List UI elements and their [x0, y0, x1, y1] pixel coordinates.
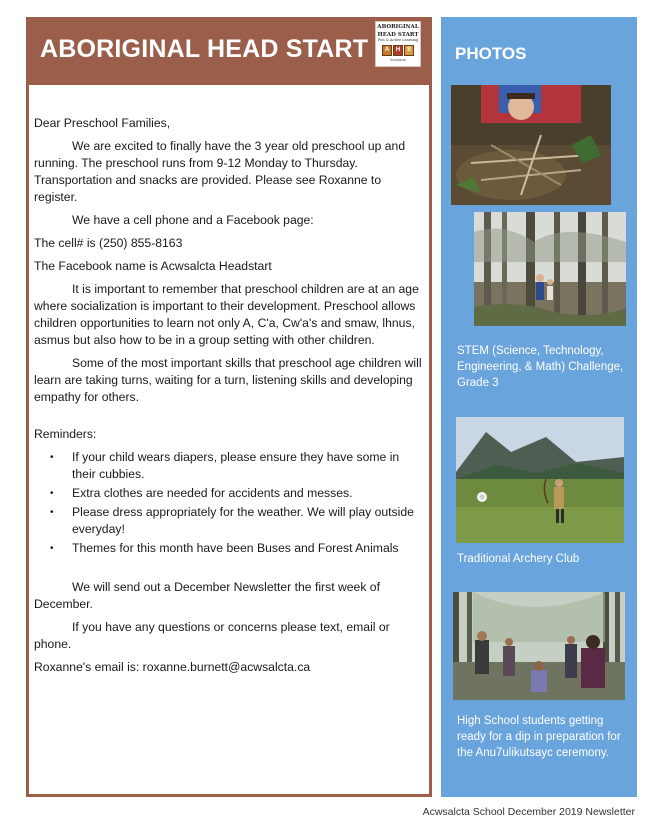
photo-archery: [456, 417, 624, 543]
facebook-name: The Facebook name is Acwsalcta Headstart: [34, 259, 272, 273]
list-item: • Please dress appropriately for the weather. We will play outside everyday!: [72, 504, 426, 538]
logo-block: A: [382, 45, 392, 56]
paragraph-socialization: It is important to remember that preschool children are at an age where socialization is important to their development. Preschool allows children opportunities to learn not only A, C'a, Cw'a's and smaw, lhnus, asmus but also how to be in a group setting with other children.: [34, 282, 419, 347]
paragraph-newsletter: We will send out a December Newsletter the first week of December.: [34, 580, 380, 611]
photo-students: [453, 592, 625, 700]
logo-tagline: Fun & Active Learning: [377, 38, 419, 42]
paragraph-skills: Some of the most important skills that preschool age children will learn are taking turns, waiting for a turn, listening skills and developing empathy for others.: [34, 356, 422, 404]
reminders-list: [34, 449, 426, 557]
cell-number: The cell# is (250) 855-8163: [34, 236, 183, 250]
photos-sidebar: [441, 17, 637, 797]
caption-archery: Traditional Archery Club: [457, 553, 580, 565]
logo-block: H: [393, 45, 403, 56]
footer-text: Acwsalcta School December 2019 Newsletter: [422, 806, 635, 818]
paragraph-contact: We have a cell phone and a Facebook page:: [72, 213, 314, 227]
photos-title: PHOTOS: [455, 44, 527, 63]
photo-stem-forest: [474, 212, 626, 326]
logo-blocks: [376, 45, 420, 56]
list-item: • Extra clothes are needed for accidents and messes.: [72, 485, 426, 502]
aboriginal-head-start-logo: [375, 21, 421, 67]
logo-line1: ABORIGINAL: [377, 24, 419, 30]
photo-child-forest: [451, 85, 611, 205]
letter-body: [34, 115, 426, 682]
greeting: Dear Preschool Families,: [34, 116, 171, 130]
logo-line2: HEAD START: [377, 32, 419, 38]
email-line: Roxanne's email is: roxanne.burnett@acwsalcta.ca: [34, 660, 311, 674]
page-title: ABORIGINAL HEAD START: [40, 35, 369, 63]
list-item: • If your child wears diapers, please ensure they have some in their cubbies.: [72, 449, 426, 483]
paragraph-intro: We are excited to finally have the 3 year old preschool up and running. The preschool runs from 9-12 Monday to Thursday. Transportation and snacks are provided. Please see Roxanne to register.: [34, 139, 406, 204]
logo-foot: Acwsalcta: [390, 58, 406, 62]
list-item: • Themes for this month have been Buses and Forest Animals: [72, 540, 426, 557]
header-banner: [26, 17, 432, 85]
reminders-title: Reminders:: [34, 427, 97, 441]
logo-block: S: [404, 45, 414, 56]
paragraph-questions: If you have any questions or concerns please text, email or phone.: [34, 620, 390, 651]
caption-students: High School students getting ready for a dip in preparation for the Anu7ulikutsayc ceremony.: [457, 715, 621, 759]
caption-stem: STEM (Science, Technology, Engineering, & Math) Challenge, Grade 3: [457, 345, 624, 389]
